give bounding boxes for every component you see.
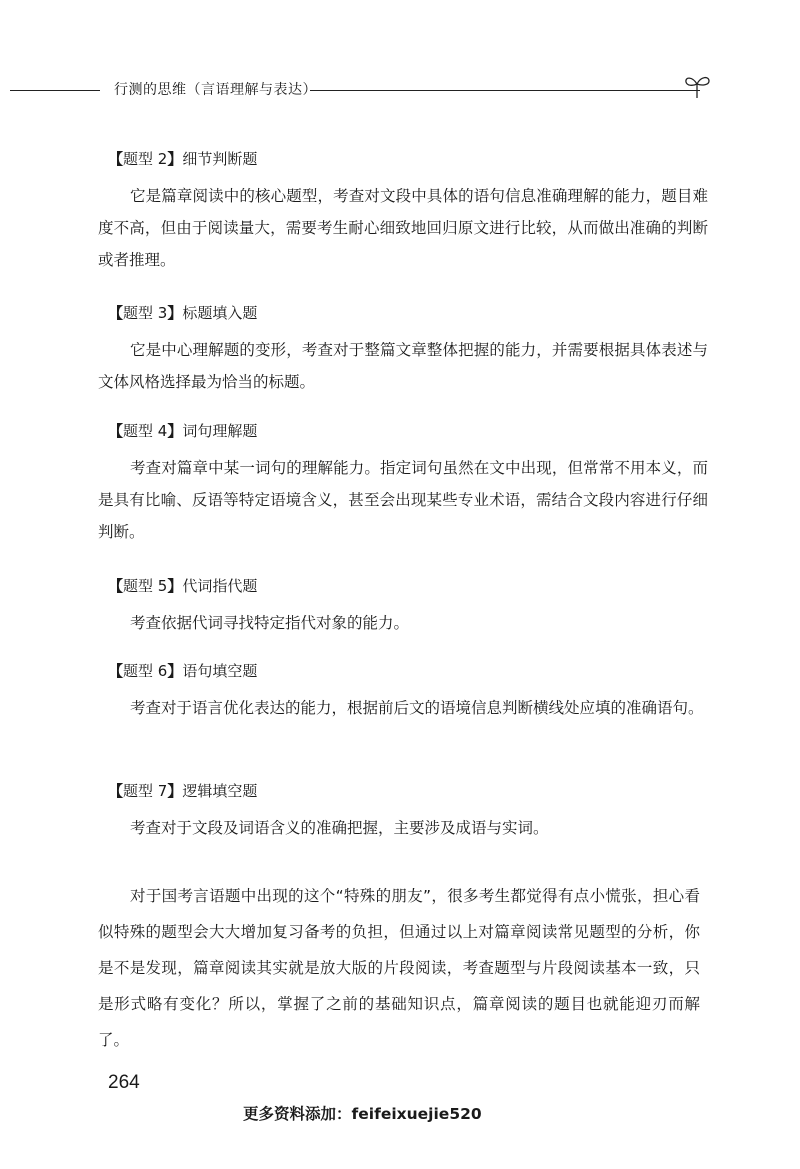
section-name: 词句理解题 bbox=[182, 422, 258, 440]
section-label: 题型 5 bbox=[123, 577, 168, 595]
section-heading: 【题型 4】词句理解题 bbox=[108, 422, 258, 440]
section-type-5 bbox=[108, 575, 708, 639]
section-name: 代词指代题 bbox=[182, 577, 258, 595]
section-type-2 bbox=[98, 148, 708, 276]
section-type-3 bbox=[98, 302, 708, 398]
section-heading: 【题型 3】标题填入题 bbox=[108, 304, 258, 322]
section-label: 题型 6 bbox=[123, 662, 168, 680]
header-title: 行测的思维（言语理解与表达） bbox=[114, 82, 317, 98]
header-rule-right bbox=[310, 90, 700, 91]
sprout-icon bbox=[682, 72, 712, 100]
section-heading: 【题型 5】代词指代题 bbox=[108, 577, 258, 595]
section-paragraph: 考查对篇章中某一词句的理解能力。指定词句虽然在文中出现，但常常不用本义，而是具有比喻、反语等特定语境含义，甚至会出现某些专业术语，需结合文段内容进行仔细判断。 bbox=[98, 459, 708, 541]
section-name: 细节判断题 bbox=[182, 150, 258, 168]
section-heading: 【题型 7】逻辑填空题 bbox=[108, 782, 258, 800]
page-number: 264 bbox=[108, 1072, 140, 1093]
running-header bbox=[10, 78, 710, 102]
header-rule-left bbox=[10, 90, 100, 91]
section-label: 题型 3 bbox=[123, 304, 168, 322]
conclusion-block bbox=[98, 878, 700, 1058]
section-heading: 【题型 2】细节判断题 bbox=[108, 150, 258, 168]
section-paragraph: 考查依据代词寻找特定指代对象的能力。 bbox=[130, 614, 410, 632]
section-paragraph: 它是中心理解题的变形，考查对于整篇文章整体把握的能力，并需要根据具体表述与文体风格选择最为恰当的标题。 bbox=[98, 341, 708, 391]
footer-note: 更多资料添加：feifeixuejie520 bbox=[243, 1105, 482, 1123]
section-type-7 bbox=[108, 780, 708, 844]
section-name: 逻辑填空题 bbox=[182, 782, 258, 800]
section-paragraph: 考查对于文段及词语含义的准确把握，主要涉及成语与实词。 bbox=[130, 819, 549, 837]
section-paragraph: 它是篇章阅读中的核心题型，考查对文段中具体的语句信息准确理解的能力，题目难度不高，但由于阅读量大，需要考生耐心细致地回归原文进行比较，从而做出准确的判断或者推理。 bbox=[98, 187, 708, 269]
section-heading: 【题型 6】语句填空题 bbox=[108, 662, 258, 680]
section-type-6 bbox=[108, 660, 708, 724]
section-paragraph: 考查对于语言优化表达的能力，根据前后文的语境信息判断横线处应填的准确语句。 bbox=[130, 699, 704, 717]
section-label: 题型 2 bbox=[123, 150, 168, 168]
section-label: 题型 4 bbox=[123, 422, 168, 440]
section-name: 语句填空题 bbox=[182, 662, 258, 680]
section-name: 标题填入题 bbox=[182, 304, 258, 322]
section-type-4 bbox=[98, 420, 708, 548]
section-label: 题型 7 bbox=[123, 782, 168, 800]
conclusion-paragraph: 对于国考言语题中出现的这个“特殊的朋友”，很多考生都觉得有点小慌张，担心看似特殊的题型会大大增加复习备考的负担，但通过以上对篇章阅读常见题型的分析，你是不是发现，篇章阅读其实就是放大版的片段阅读，考查题型与片段阅读基本一致，只是形式略有变化？所以，掌握了之前的基础知识点，篇章阅读的题目也就能迎刃而解了。 bbox=[98, 887, 700, 1049]
